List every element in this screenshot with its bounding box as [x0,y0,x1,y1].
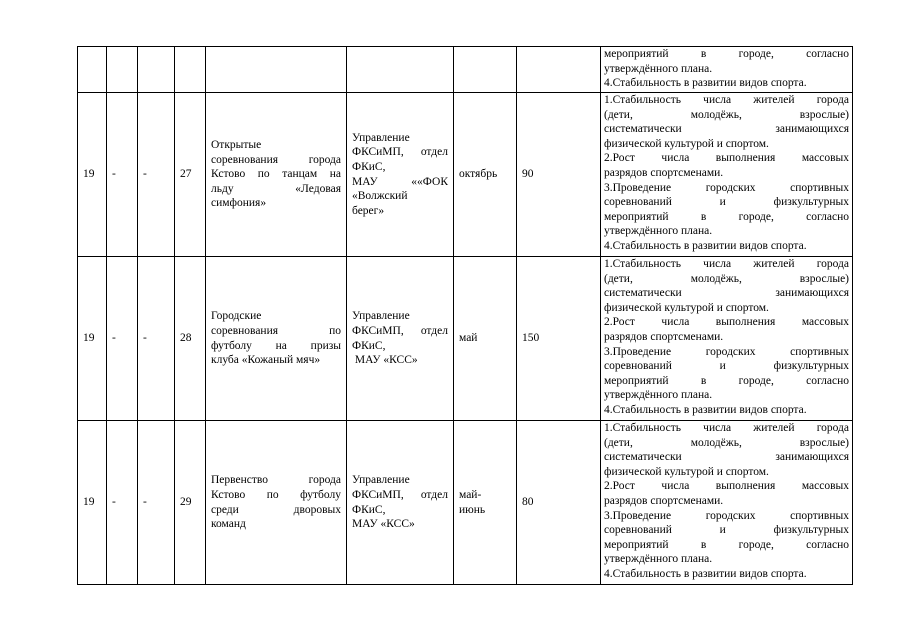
cell-col1: 19 [78,93,107,257]
results-line: соревнований и физкультурных [604,360,849,373]
organizer-cell [347,421,454,585]
results-line: мероприятий в городе, согласно [604,210,849,223]
cell-col2: - [107,257,138,421]
organizer-line: «Волжский [352,190,408,203]
results-line: 3.Проведение городских спортивных [604,181,849,194]
organizer-line: ФКСиМП, отдел [352,146,448,159]
cell-empty [175,47,206,93]
results-line: 4.Стабильность в развитии видов спорта. [604,239,807,252]
results-cell [601,93,853,257]
results-line: физической культурой и спортом. [604,465,769,478]
organizer-cell [347,93,454,257]
results-line: утверждённого плана. [604,553,713,566]
results-line: 3.Проведение городских спортивных [604,509,849,522]
results-line: 4.Стабильность в развитии видов спорта. [604,77,807,90]
results-line: (дети, молодёжь, взрослые) [604,272,849,285]
results-line: физической культурой и спортом. [604,137,769,150]
event-name-line: соревнования по [211,324,341,337]
event-name-line: симфония» [211,197,267,210]
event-name-line: Кстово по танцам на [211,168,341,181]
results-line: систематически занимающихся [604,287,849,300]
period-line: май- [459,488,482,501]
cell-col3: - [138,93,175,257]
cell-empty [454,47,517,93]
organizer-line: ФКСиМП, отдел [352,488,448,501]
cell-col3: - [138,421,175,585]
cell-col1: 19 [78,257,107,421]
cell-empty [517,47,601,93]
table-row-continued [78,47,853,93]
period-line: июнь [459,503,486,516]
cell-empty [138,47,175,93]
results-line: 1.Стабильность числа жителей города [604,422,849,434]
results-line: утверждённого плана. [604,225,713,238]
results-line: 4.Стабильность в развитии видов спорта. [604,567,807,580]
participants-cell: 150 [517,257,601,421]
cell-number: 29 [175,421,206,585]
results-line: систематически занимающихся [604,451,849,464]
events-table [77,46,853,585]
event-name-cell [206,93,347,257]
cell-col2: - [107,93,138,257]
results-line: разрядов спортсменами. [604,166,724,179]
cell-empty [78,47,107,93]
results-line: утверждённого плана. [604,389,713,402]
results-cell [601,421,853,585]
results-line: утверждённого плана. [604,62,713,75]
results-line: мероприятий в городе, согласно [604,538,849,551]
results-line: соревнований и физкультурных [604,196,849,209]
organizer-cell [347,257,454,421]
participants-cell: 90 [517,93,601,257]
event-name-line: клуба «Кожаный мяч» [211,354,321,367]
results-line: 3.Проведение городских спортивных [604,345,849,358]
event-name-line: среди дворовых [211,503,341,516]
results-line: 1.Стабильность числа жителей города [604,258,849,270]
period-cell: май [454,257,517,421]
cell-col2: - [107,421,138,585]
organizer-line: Управление [352,474,410,487]
cell-empty [347,47,454,93]
organizer-line: МАУ «КСС» [352,518,415,531]
organizer-line: ФКСиМП, отдел [352,324,448,337]
event-name-line: футболу на призы [211,339,341,352]
results-line: систематически занимающихся [604,123,849,136]
results-line: 2.Рост числа выполнения массовых [604,480,849,493]
cell-number: 27 [175,93,206,257]
event-name-cell [206,421,347,585]
results-line: соревнований и физкультурных [604,524,849,537]
event-name-line: соревнования города [211,153,341,166]
results-cell [601,257,853,421]
table-row [78,257,853,421]
event-name-cell [206,257,347,421]
event-name-line: Первенство города [211,474,341,487]
results-line: разрядов спортсменами. [604,494,724,507]
results-line: (дети, молодёжь, взрослые) [604,108,849,121]
event-name-line: льду «Ледовая [211,182,341,195]
results-line: разрядов спортсменами. [604,330,724,343]
period-cell [454,421,517,585]
results-line: физической культурой и спортом. [604,301,769,314]
period-cell: октябрь [454,93,517,257]
participants-cell: 80 [517,421,601,585]
table-row [78,93,853,257]
event-name-line: Городские [211,310,262,323]
organizer-line: Управление [352,310,410,323]
results-line: 4.Стабильность в развитии видов спорта. [604,403,807,416]
event-name-line: команд [211,518,246,531]
results-line: 2.Рост числа выполнения массовых [604,316,849,329]
results-line: (дети, молодёжь, взрослые) [604,436,849,449]
cell-empty [107,47,138,93]
cell-empty [206,47,347,93]
organizer-line: МАУ ««ФОК [352,175,448,188]
cell-col3: - [138,257,175,421]
table-row [78,421,853,585]
results-line: мероприятий в городе, согласно [604,374,849,387]
results-cell [601,47,853,93]
results-line: мероприятий в городе, согласно [604,48,849,60]
cell-col1: 19 [78,421,107,585]
organizer-line: Управление [352,131,410,144]
results-line: 1.Стабильность числа жителей города [604,94,849,106]
results-line: 2.Рост числа выполнения массовых [604,152,849,165]
organizer-line: берег» [352,204,385,217]
cell-number: 28 [175,257,206,421]
organizer-line: ФКиС, [352,160,386,173]
organizer-line: ФКиС, [352,339,386,352]
event-name-line: Открытые [211,139,262,152]
organizer-line: ФКиС, [352,503,386,516]
event-name-line: Кстово по футболу [211,488,341,501]
organizer-line: МАУ «КСС» [352,354,418,367]
